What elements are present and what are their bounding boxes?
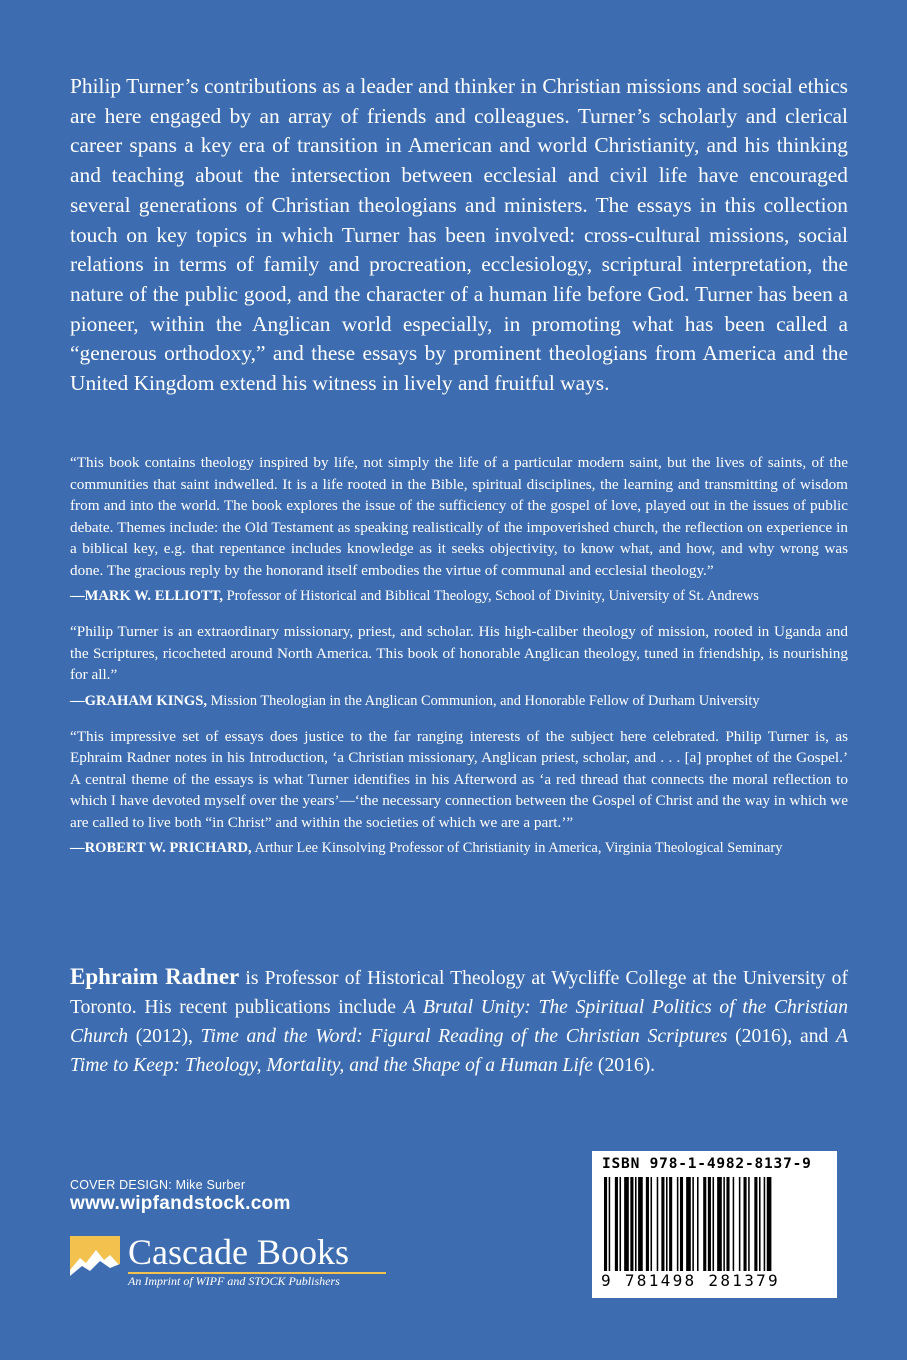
author-bio-text: is Professor of Historical Theology at Wycliffe College at the University of Toronto. His recent publications include bbox=[70, 968, 848, 1018]
book-title: A Time to Keep: Theology, Mortality, and the Shape of a Human Life bbox=[70, 1026, 848, 1076]
publisher-name: Cascade Books bbox=[128, 1232, 349, 1272]
endorsement-attribution bbox=[70, 690, 848, 712]
barcode-bar bbox=[677, 1177, 679, 1271]
barcode-bar bbox=[630, 1177, 633, 1271]
book-title: Time and the Word: Figural Reading of the Christian Scriptures bbox=[200, 1026, 728, 1047]
author-name: Ephraim Radner bbox=[70, 964, 240, 989]
barcode-bar bbox=[717, 1177, 722, 1271]
endorser-name: —GRAHAM KINGS, bbox=[70, 692, 208, 709]
endorsements bbox=[70, 452, 848, 873]
barcode-bar bbox=[651, 1177, 653, 1271]
barcode-bar bbox=[646, 1177, 649, 1271]
endorser-title: Professor of Historical and Biblical Theology, School of Divinity, University of St. Andrews bbox=[226, 588, 759, 604]
isbn-number: ISBN 978-1-4982-8137-9 bbox=[602, 1156, 812, 1172]
book-blurb: Philip Turner’s contributions as a leader and thinker in Christian missions and social ethics are here engaged by an array of friends and colleagues. Turner’s scholarly and clerical career spans a key era of transition in American and world Christianity, and his thinking and teaching about the intersection between ecclesial and civil life have encouraged several generations of Christian theologians and ministers. The essays in this collection touch on key topics in which Turner has been involved: cross-cultural missions, social relations in terms of family and procreation, ecclesiology, scriptural interpretation, the nature of the public good, and the character of a human life before God. Turner has been a pioneer, within the Anglican world especially, in promoting what has been called a “generous orthodoxy,” and these essays by prominent theologians from America and the United Kingdom extend his witness in lively and fruitful ways. bbox=[70, 74, 848, 396]
isbn-barcode bbox=[592, 1151, 837, 1298]
barcode-bar bbox=[615, 1177, 618, 1271]
mountain-logo-icon bbox=[70, 1236, 120, 1284]
endorser-name: —ROBERT W. PRICHARD, bbox=[70, 840, 252, 856]
barcode-bar bbox=[708, 1177, 711, 1271]
barcode-bar bbox=[604, 1177, 607, 1271]
endorsement-kings bbox=[70, 621, 848, 712]
barcode-bar bbox=[620, 1177, 622, 1271]
barcode-bar bbox=[657, 1177, 659, 1271]
barcode-bar bbox=[726, 1177, 729, 1271]
endorsement-quote: “This book contains theology inspired by life, not simply the life of a particular modern saint, but the lives of saints, of the communities that saint indwelled. It is a life rooted in the Bible, spiritual disciplines, the learning and transmitting of wisdom from and into the world. The book explores the issue of the sufficiency of the gospel of love, played out in the issues of public debate. Themes include: the Old Testament as speaking realistically of the impoverished church, the reflection on experience in a biblical key, e.g. that repentance includes knowledge as it seeks objectivity, to know what, and how, and why wrong was done. The gracious reply by the honorand itself embodies the virtue of communal and ecclesial theology.” bbox=[70, 454, 848, 579]
cover-design-credit: COVER DESIGN: Mike Surber bbox=[70, 1178, 246, 1192]
author-bio-text: (2012), bbox=[128, 1026, 201, 1047]
barcode-bar bbox=[754, 1177, 757, 1271]
barcode-digits: 9 781498 281379 bbox=[601, 1271, 780, 1290]
barcode-bar bbox=[764, 1177, 766, 1271]
endorsement-attribution bbox=[70, 837, 848, 859]
barcode-bar bbox=[733, 1177, 735, 1271]
author-bio-text: (2016), and bbox=[727, 1026, 837, 1047]
author-bio-text: (2016). bbox=[593, 1055, 656, 1076]
author-bio bbox=[70, 962, 848, 1080]
barcode-bar bbox=[692, 1177, 694, 1271]
barcode-bars bbox=[600, 1177, 829, 1271]
barcode-bar bbox=[697, 1177, 699, 1271]
barcode-bar bbox=[739, 1177, 741, 1271]
endorser-title: Mission Theologian in the Anglican Communion, and Honorable Fellow of Durham University bbox=[210, 692, 760, 709]
barcode-bar bbox=[767, 1177, 772, 1271]
barcode-bar bbox=[638, 1177, 643, 1271]
publisher-website[interactable]: www.wipfandstock.com bbox=[70, 1193, 291, 1214]
barcode-bar bbox=[748, 1177, 750, 1271]
publisher-imprint: An Imprint of WIPF and STOCK Publishers bbox=[128, 1274, 340, 1288]
barcode-bar bbox=[624, 1177, 629, 1271]
barcode-bar bbox=[723, 1177, 725, 1271]
barcode-bar bbox=[759, 1177, 761, 1271]
barcode-bar bbox=[713, 1177, 715, 1271]
barcode-bar bbox=[669, 1177, 672, 1271]
barcode-bar bbox=[703, 1177, 706, 1271]
endorsement-prichard bbox=[70, 726, 848, 860]
barcode-bar bbox=[666, 1177, 668, 1271]
barcode-bar bbox=[680, 1177, 683, 1271]
barcode-bar bbox=[635, 1177, 637, 1271]
endorser-title: Arthur Lee Kinsolving Professor of Christianity in America, Virginia Theological Seminary bbox=[254, 840, 783, 856]
book-title: A Brutal Unity: The Spiritual Politics of the Christian Church bbox=[70, 997, 849, 1047]
publisher-logo bbox=[70, 1230, 400, 1292]
barcode-bar bbox=[661, 1177, 664, 1271]
barcode-bar bbox=[744, 1177, 747, 1271]
endorser-name: —MARK W. ELLIOTT, bbox=[70, 588, 223, 604]
barcode-bar bbox=[686, 1177, 691, 1271]
endorsement-attribution bbox=[70, 585, 848, 607]
endorsement-elliott bbox=[70, 452, 848, 607]
barcode-bar bbox=[609, 1177, 611, 1271]
endorsement-quote: “This impressive set of essays does justice to the far ranging interests of the subject here celebrated. Philip Turner is, as Ephraim Radner notes in his Introduction, ‘a Christian missionary, Anglican priest, scholar, and . . . [a] prophet of the Gospel.’ A central theme of the essays is what Turner identifies in his Afterword as ‘a red thread that connects the moral reflection to which I have devoted myself over the years’—‘the necessary connection between the Gospel of Christ and the way in which we are called to live both “in Christ” and within the societies of which we are a part.’” bbox=[70, 727, 848, 831]
endorsement-quote: “Philip Turner is an extraordinary missionary, priest, and scholar. His high-caliber theology of mission, rooted in Uganda and the Scriptures, ricocheted around North America. This book of honorable Anglican theology, tuned in friendship, is nourishing for all.” bbox=[70, 623, 848, 683]
